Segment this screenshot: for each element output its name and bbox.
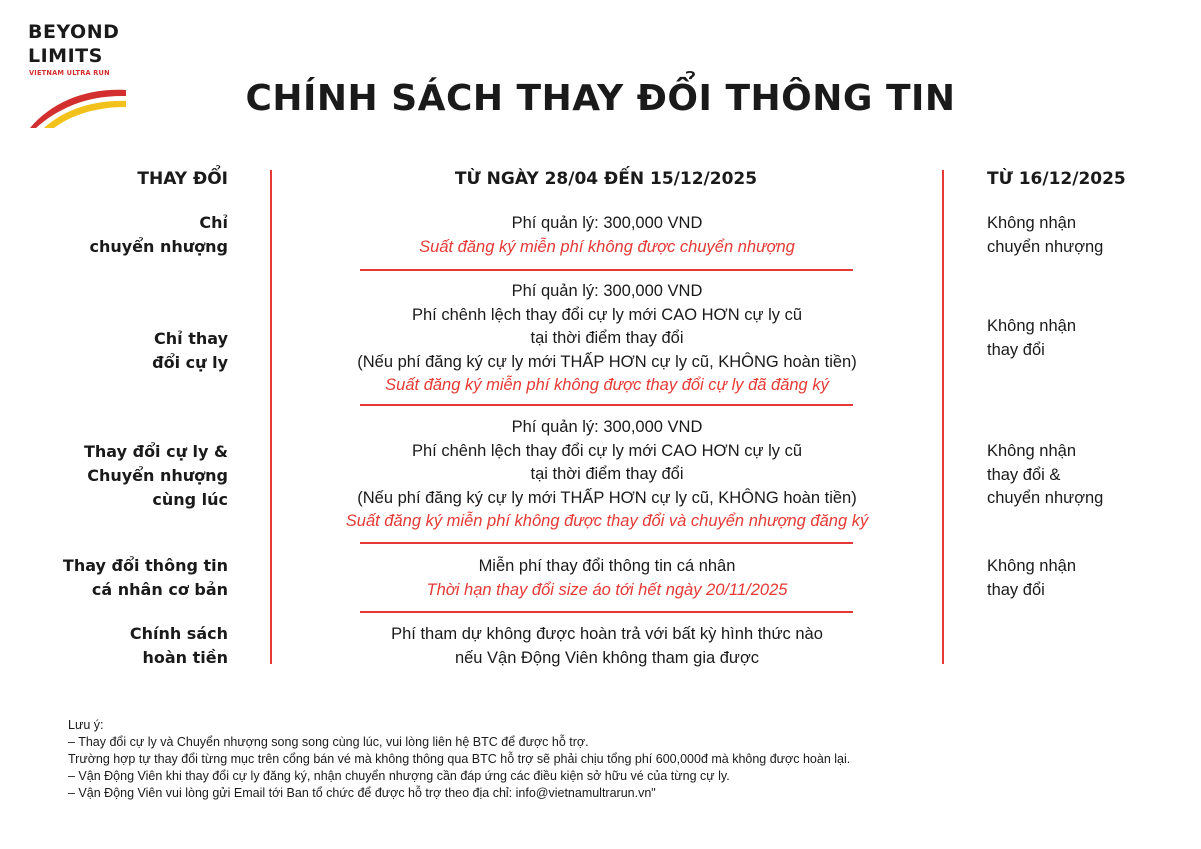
shirt-size-deadline-note: Thời hạn thay đổi size áo tới hết ngày 20/11/2025 [426, 580, 788, 599]
free-registration-note: Suất đăng ký miễn phí không được chuyển nhượng [419, 237, 795, 256]
row-divider [360, 542, 853, 544]
row-label-transfer: Chỉ chuyển nhượng [89, 213, 228, 256]
note-item: – Vận Động Viên vui lòng gửi Email tới Ban tổ chức để được hỗ trợ theo địa chỉ: info@vietnamultrarun.vn" [68, 786, 656, 800]
row-policy-transfer: Không nhận chuyển nhượng [987, 214, 1104, 256]
note-item: – Vận Động Viên khi thay đổi cự ly đăng ký, nhận chuyển nhượng cần đáp ứng các điều kiện sở hữu vé của từng cự ly. [68, 769, 730, 783]
row-fee-refund-policy: Phí tham dự không được hoàn trả với bất kỳ hình thức nào nếu Vận Động Viên không tham gia được [391, 625, 823, 667]
column-divider-left [270, 170, 272, 664]
free-registration-note: Suất đăng ký miễn phí không được thay đổi cự ly đã đăng ký [385, 376, 829, 394]
free-registration-note: Suất đăng ký miễn phí không được thay đổi và chuyển nhượng đăng ký [345, 512, 869, 530]
header-period-2: TỪ 16/12/2025 [987, 169, 1126, 189]
logo-line1: BEYOND [28, 21, 120, 43]
row-divider [360, 404, 853, 406]
note-item: Trường hợp tự thay đổi từng mục trên cổng bán vé mà không thông qua BTC hỗ trợ sẽ phải chịu tổng phí 600,000đ mà không được hoàn lại. [68, 752, 851, 766]
column-divider-right [942, 170, 944, 664]
row-policy-distance-and-transfer: Không nhận thay đổi & chuyển nhượng [987, 442, 1104, 507]
note-item: – Thay đổi cự ly và Chuyển nhượng song song cùng lúc, vui lòng liên hệ BTC để được hỗ trợ. [68, 735, 589, 749]
notes-section [68, 717, 850, 802]
header-change: THAY ĐỔI [137, 169, 228, 189]
page-title: CHÍNH SÁCH THAY ĐỔI THÔNG TIN [245, 78, 956, 119]
notes-title: Lưu ý: [68, 718, 104, 732]
logo-subtitle: VIETNAM ULTRA RUN [29, 69, 110, 77]
row-fee-distance-change: Phí quản lý: 300,000 VND Phí chênh lệch thay đổi cự ly mới CAO HƠN cự ly cũ tại thời điểm thay đổi (Nếu phí đăng ký cự ly mới THẤP HƠN cự ly cũ, KHÔNG hoàn tiền) Suất đăng ký miễn phí không được thay đổi cự ly đã đăng ký [275, 280, 939, 398]
row-divider [360, 269, 853, 271]
row-policy-personal-info: Không nhận thay đổi [987, 557, 1077, 599]
row-fee-transfer: Phí quản lý: 300,000 VND Suất đăng ký miễn phí không được chuyển nhượng [275, 212, 939, 259]
row-fee-personal-info: Miễn phí thay đổi thông tin cá nhân Thời hạn thay đổi size áo tới hết ngày 20/11/2025 [275, 555, 939, 602]
header-period-1: TỪ NGÀY 28/04 ĐẾN 15/12/2025 [454, 169, 758, 189]
logo-line2: LIMITS [28, 45, 103, 67]
row-label-personal-info: Thay đổi thông tin cá nhân cơ bản [62, 556, 228, 599]
row-label-distance-and-transfer: Thay đổi cự ly & Chuyển nhượng cùng lúc [84, 442, 228, 509]
row-label-refund-policy: Chính sách hoàn tiền [129, 624, 228, 667]
row-label-distance-change: Chỉ thay đổi cự ly [152, 329, 228, 372]
row-fee-distance-and-transfer: Phí quản lý: 300,000 VND Phí chênh lệch thay đổi cự ly mới CAO HƠN cự ly cũ tại thời điểm thay đổi (Nếu phí đăng ký cự ly mới THẤP HƠN cự ly cũ, KHÔNG hoàn tiền) Suất đăng ký miễn phí không được thay đổi và chuyển nhượng đăng ký [275, 416, 939, 534]
row-policy-distance-change: Không nhận thay đổi [987, 317, 1077, 359]
row-divider [360, 611, 853, 613]
